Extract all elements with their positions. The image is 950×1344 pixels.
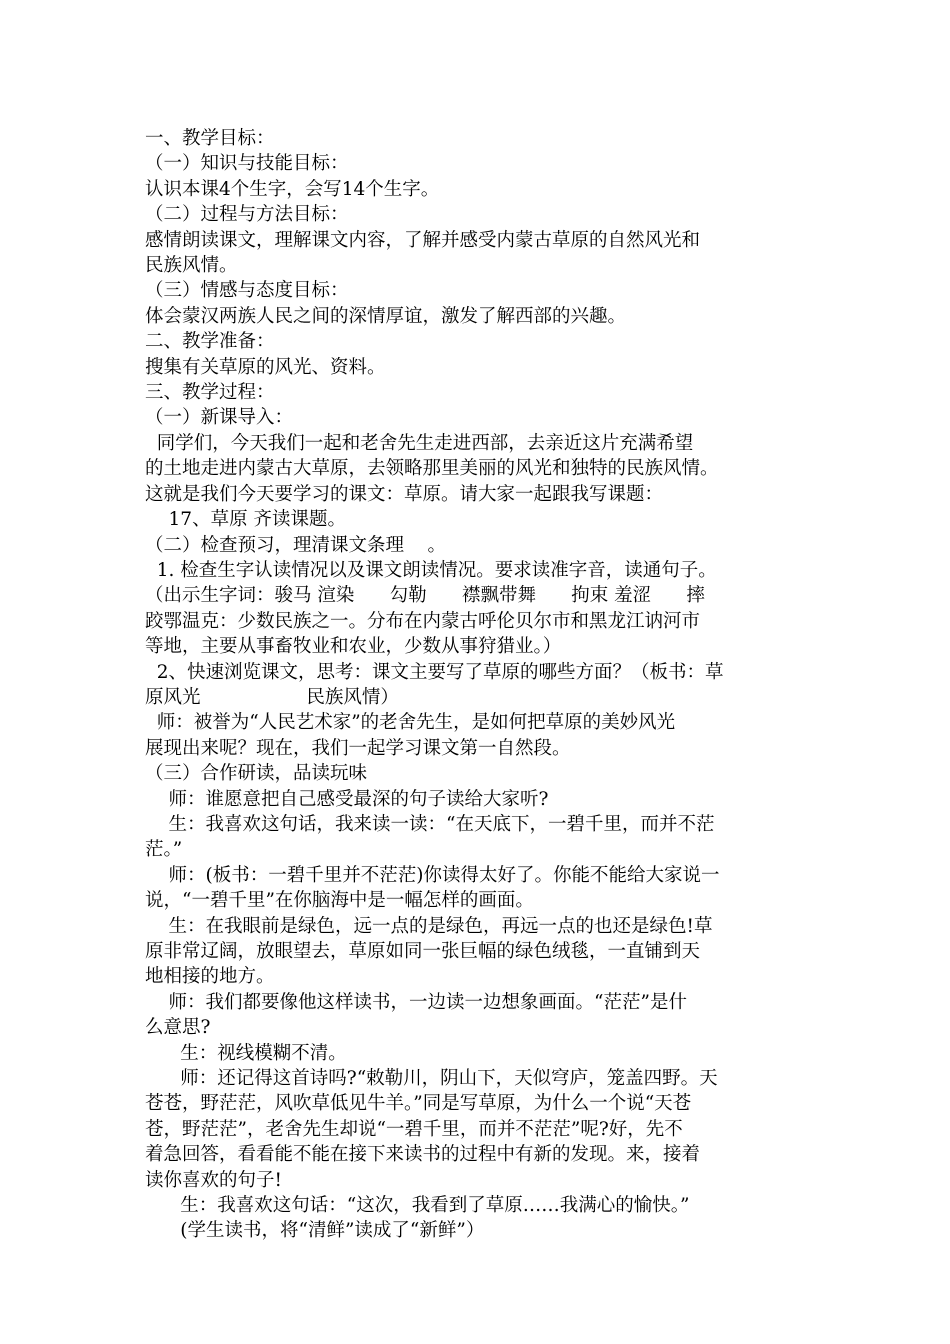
text-line: (学生读书，将“清鲜”读成了“新鲜”）	[145, 1220, 485, 1242]
text-line: 展现出来呢？现在，我们一起学习课文第一自然段。	[145, 737, 571, 759]
text-line: 搜集有关草原的风光、资料。	[145, 356, 386, 378]
text-line: 读你喜欢的句子!	[145, 1169, 282, 1191]
text-line: 等地，主要从事畜牧业和农业，少数从事狩猎业。）	[145, 636, 562, 658]
text-line: （三）情感与态度目标：	[145, 280, 349, 302]
text-line: 认识本课4个生字，会写14个生字。	[145, 178, 440, 200]
text-line: 民族风情。	[145, 255, 238, 277]
text-line: 的土地走进内蒙古大草原，去领略那里美丽的风光和独特的民族风情。	[145, 458, 719, 480]
text-line: 说，“一碧千里”在你脑海中是一幅怎样的画面。	[145, 890, 534, 912]
text-line: 茫。”	[145, 839, 183, 861]
text-line: 生：我喜欢这句话：“这次，我看到了草原……我满心的愉快。”	[145, 1195, 690, 1217]
text-line: 1. 检查生字认读情况以及课文朗读情况。要求读准字音，读通句子。	[145, 559, 717, 581]
text-line: 原风光 民族风情）	[145, 686, 399, 708]
text-line: 师：被誉为“人民艺术家”的老舍先生，是如何把草原的美妙风光	[145, 712, 676, 734]
text-line: 生：我喜欢这句话，我来读一读：“在天底下，一碧千里，而并不茫	[145, 813, 715, 835]
text-line: 生：在我眼前是绿色，远一点的是绿色，再远一点的也还是绿色!草	[145, 915, 713, 937]
text-line: 三、教学过程：	[145, 382, 275, 404]
text-line: 么意思?	[145, 1017, 211, 1039]
text-line: 这就是我们今天要学习的课文：草原。请大家一起跟我写课题：	[145, 483, 664, 505]
text-line: 体会蒙汉两族人民之间的深情厚谊，激发了解西部的兴趣。	[145, 305, 627, 327]
text-line: 苍苍，野茫茫，风吹草低见牛羊。”同是写草原，为什么一个说“天苍	[145, 1093, 692, 1115]
text-line: 生：视线模糊不清。	[145, 1042, 347, 1064]
text-line: 同学们，今天我们一起和老舍先生走进西部，去亲近这片充满希望	[145, 432, 694, 454]
text-line: 师：我们都要像他这样读书，一边读一边想象画面。“茫茫”是什	[145, 991, 687, 1013]
text-line: 17、草原 齐读课题。	[145, 509, 346, 531]
text-line: 一、教学目标：	[145, 128, 275, 149]
text-line: 原非常辽阔，放眼望去，草原如同一张巨幅的绿色绒毯，一直铺到天	[145, 941, 701, 962]
document-body	[145, 126, 815, 1244]
text-line: 着急回答，看看能不能在接下来读书的过程中有新的发现。来，接着	[145, 1144, 701, 1166]
text-line: （二）检查预习，理清课文条理 。	[145, 534, 447, 556]
text-line: （二）过程与方法目标：	[145, 204, 349, 226]
text-line: 师：谁愿意把自己感受最深的句子读给大家听?	[145, 788, 549, 810]
text-line: （出示生字词：骏马 渲染 勾勒 襟飘带舞 拘束 羞涩 摔	[145, 585, 705, 607]
text-line: （一）知识与技能目标：	[145, 153, 349, 175]
text-line: 2、快速浏览课文，思考：课文主要写了草原的哪些方面？（板书：草	[145, 661, 724, 683]
text-line: （一）新课导入：	[145, 407, 294, 429]
text-line: 二、教学准备：	[145, 331, 275, 353]
text-line: （三）合作研读，品读玩味	[145, 763, 368, 785]
text-line: 师：(板书：一碧千里并不茫茫)你读得太好了。你能不能给大家说一	[145, 864, 720, 886]
text-line: 师：还记得这首诗吗?“敕勒川，阴山下，天似穹庐，笼盖四野。天	[145, 1068, 718, 1090]
text-line: 苍，野茫茫”，老舍先生却说“一碧千里，而并不茫茫”呢?好，先不	[145, 1118, 683, 1140]
text-line: 感情朗读课文，理解课文内容，了解并感受内蒙古草原的自然风光和	[145, 229, 701, 251]
text-line: 地相接的地方。	[145, 966, 275, 988]
text-line: 跤鄂温克：少数民族之一。分布在内蒙古呼伦贝尔市和黑龙江讷河市	[145, 610, 701, 632]
